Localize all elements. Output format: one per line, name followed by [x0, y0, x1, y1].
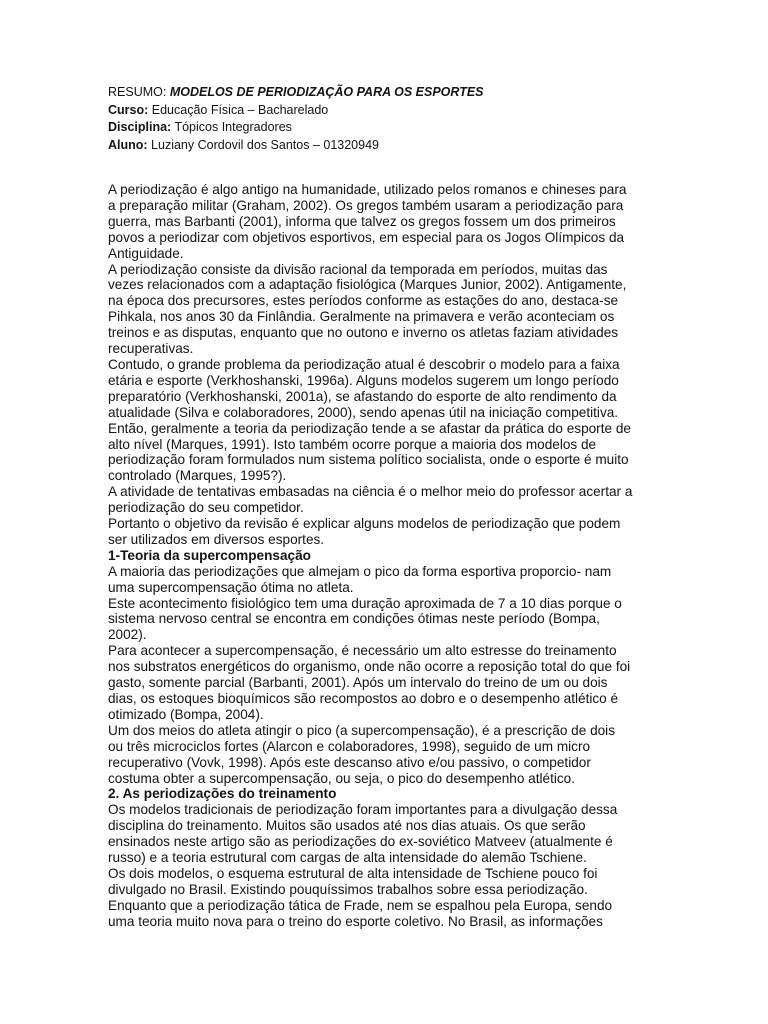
body-line: controlado (Marques, 1995?). [108, 468, 287, 484]
body-line: Então, geralmente a teoria da periodização tende a se afastar da prática do esporte de [108, 420, 631, 436]
body-line: recuperativo (Vovk, 1998). Após este descanso ativo e/ou passivo, o competidor [108, 754, 591, 770]
aluno-value: Luziany Cordovil dos Santos – 01320949 [147, 137, 379, 152]
body-line: gasto, somente parcial (Barbanti, 2001). Após um intervalo do treino de um ou dois [108, 675, 608, 691]
body-line: A periodização é algo antigo na humanidade, utilizado pelos romanos e chineses para [108, 182, 627, 197]
body-line: Este acontecimento fisiológico tem uma duração aproximada de 7 a 10 dias porque o [108, 595, 622, 611]
body-line: Os dois modelos, o esquema estrutural de alta intensidade de Tschiene pouco foi [108, 865, 598, 881]
body-line: A periodização consiste da divisão racional da temporada em períodos, muitas das [108, 261, 608, 277]
aluno-label: Aluno: [108, 137, 148, 152]
body-line: Os modelos tradicionais de periodização foram importantes para a divulgação dessa [108, 802, 618, 818]
curso-line [108, 102, 708, 120]
disciplina-line [108, 119, 708, 137]
body-line: uma teoria muito nova para o treino do esporte coletivo. No Brasil, as informações [108, 913, 603, 929]
body-line: treinos e as disputas, enquanto que no outono e inverno os atletas faziam atividades [108, 325, 619, 341]
body-line: ser utilizados em diversos esportes. [108, 531, 325, 547]
body-line: periodização do seu competidor. [108, 500, 304, 516]
disciplina-label: Disciplina: [108, 120, 172, 134]
body-text [108, 182, 668, 930]
body-line: Pihkala, nos anos 30 da Finlândia. Geralmente na primavera e verão aconteciam os [108, 309, 615, 325]
body-line: disciplina do treinamento. Muitos são usados até nos dias atuais. Os que serão [108, 818, 586, 834]
body-line: Para acontecer a supercompensação, é necessário um alto estresse do treinamento [108, 643, 617, 659]
body-line: 2002). [108, 627, 147, 643]
body-line: periodização foram formulados num sistema político socialista, onde o esporte é muito [108, 452, 629, 468]
body-line: atualidade (Silva e colaboradores, 2000), sendo apenas útil na iniciação competitiva. [108, 404, 619, 420]
section-heading: 1-Teoria da supercompensação [108, 547, 311, 563]
body-line: sistema nervoso central se encontra em condições ótimas neste período (Bompa, [108, 611, 600, 627]
body-line: uma supercompensação ótima no atleta. [108, 579, 354, 595]
body-line: etária e esporte (Verkhoshanski, 1996a). Alguns modelos sugerem um longo período [108, 372, 619, 388]
body-line: a preparação militar (Graham, 2002). Os gregos também usaram a periodização para [108, 197, 624, 213]
resumo-line [108, 84, 708, 102]
body-line: guerra, mas Barbanti (2001), informa que talvez os gregos fossem um dos primeiros [108, 213, 616, 229]
body-line: Contudo, o grande problema da periodização atual é descobrir o modelo para a faixa [108, 356, 620, 372]
body-line: A maioria das periodizações que almejam o pico da forma esportiva proporcio- nam [108, 563, 612, 579]
body-line: Portanto o objetivo da revisão é explicar alguns modelos de periodização que podem [108, 516, 621, 532]
body-line: na época dos precursores, estes períodos conforme as estações do ano, destaca-se [108, 293, 619, 309]
body-line: costuma obter a supercompensação, ou seja, o pico do desempenho atlético. [108, 770, 576, 786]
body-line: Enquanto que a periodização tática de Frade, nem se espalhou pela Europa, sendo [108, 897, 613, 913]
resumo-label: RESUMO: [108, 85, 170, 99]
body-line: nos substratos energéticos do organismo, onde não ocorre a reposição total do que foi [108, 659, 631, 675]
resumo-title: MODELOS DE PERIODIZAÇÃO PARA OS ESPORTES [169, 85, 484, 99]
body-line: alto nível (Marques, 1991). Isto também ocorre porque a maioria dos modelos de [108, 436, 597, 452]
curso-label: Curso: [108, 102, 149, 117]
curso-value: Educação Física – Bacharelado [148, 102, 329, 117]
body-line: dias, os estoques bioquímicos são recompostos ao dobro e o desempenho atlético é [108, 691, 619, 706]
body-line: vezes relacionados com a adaptação fisiológica (Marques Junior, 2002). Antigamente, [108, 277, 627, 293]
body-line: ou três microciclos fortes (Alarcon e colaboradores, 1998), seguido de um micro [108, 738, 591, 754]
body-line: divulgado no Brasil. Existindo pouquíssimos trabalhos sobre essa periodização. [108, 881, 588, 897]
disciplina-value: Tópicos Integradores [171, 120, 292, 134]
body-line: povos a periodizar com objetivos esportivos, em especial para os Jogos Olímpicos da [108, 229, 625, 245]
body-line: preparatório (Verkhoshanski, 2001a), se afastando do esporte de alto rendimento da [108, 388, 617, 404]
section-heading: 2. As periodizações do treinamento [108, 786, 337, 802]
body-line: recuperativas. [108, 341, 194, 357]
document-header [108, 84, 708, 154]
body-line: russo) e a teoria estrutural com cargas de alta intensidade do alemão Tschiene. [108, 850, 587, 866]
body-line: A atividade de tentativas embasadas na ciência é o melhor meio do professor acertar a [108, 484, 633, 500]
body-line: otimizado (Bompa, 2004). [108, 706, 264, 722]
body-line: Antiguidade. [108, 245, 184, 261]
body-line: ensinados neste artigo são as periodizações do ex-soviético Matveev (atualmente é [108, 834, 613, 850]
body-line: Um dos meios do atleta atingir o pico (a supercompensação), é a prescrição de dois [108, 722, 616, 738]
aluno-line [108, 137, 708, 155]
